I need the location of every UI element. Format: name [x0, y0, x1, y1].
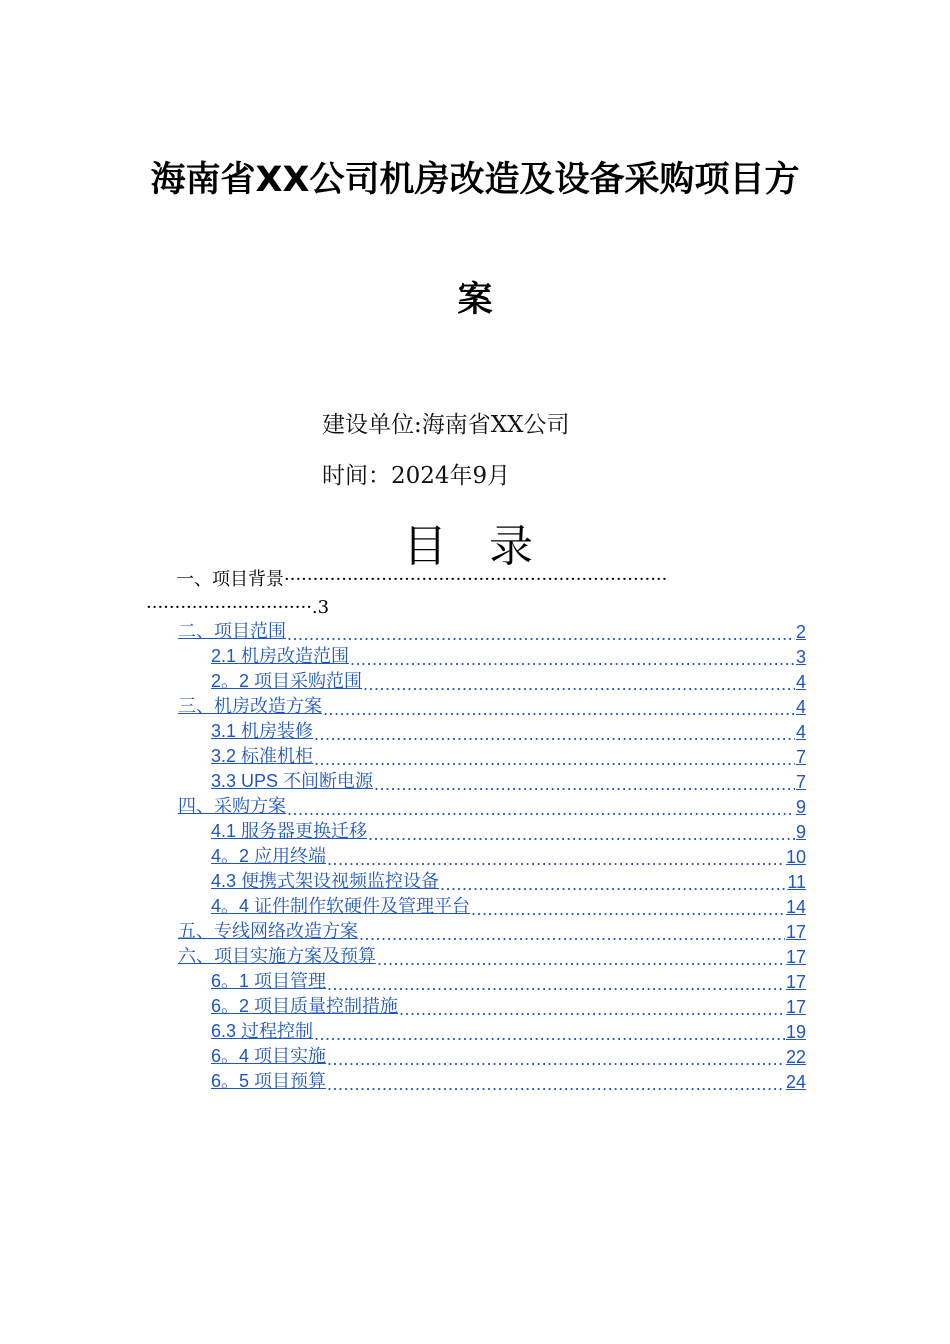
toc-entry[interactable] [178, 1018, 806, 1043]
toc-entry[interactable] [178, 1068, 806, 1093]
toc-dot-leader [327, 1073, 785, 1093]
toc-entry-label: 4.1 服务器更换迁移 [211, 821, 368, 841]
toc-entry[interactable] [178, 968, 806, 993]
toc-dot-leader [287, 623, 795, 643]
toc-heading: 目 录 [403, 521, 547, 572]
toc-page-number: 2 [795, 622, 806, 642]
toc-dot-leader [363, 673, 795, 693]
toc-page-number: 22 [785, 1047, 806, 1067]
toc-dot-leader [327, 973, 785, 993]
toc-dot-leader [314, 1023, 785, 1043]
toc-dot-leader [327, 1048, 785, 1068]
toc-entry[interactable] [178, 993, 806, 1018]
toc-entry-label: 2。2 项目采购范围 [211, 671, 363, 691]
toc-list [178, 618, 806, 1093]
toc-entry-label: 6。5 项目预算 [211, 1071, 327, 1091]
toc-page-number: 7 [795, 772, 806, 792]
toc-page-number: 17 [785, 972, 806, 992]
toc-entry-label: 六、项目实施方案及预算 [178, 946, 376, 966]
toc-dot-leader [440, 873, 786, 893]
toc-entry[interactable] [178, 718, 806, 743]
toc-page-number: 3 [795, 647, 806, 667]
toc-entry-label: 6。1 项目管理 [211, 971, 327, 991]
toc-entry-label: 五、专线网络改造方案 [178, 921, 358, 941]
toc-entry-label: 3.3 UPS 不间断电源 [211, 771, 374, 791]
toc-page-number: 9 [795, 822, 806, 842]
document-title-line2: 案 [457, 280, 493, 320]
toc-entry[interactable] [178, 818, 806, 843]
toc-dot-leader: ··································································· [284, 569, 668, 590]
toc-entry[interactable] [178, 743, 806, 768]
toc-entry[interactable] [178, 893, 806, 918]
toc-entry-project-background [146, 566, 806, 622]
toc-dot-leader [327, 848, 785, 868]
toc-dot-leader [314, 748, 795, 768]
toc-entry[interactable] [178, 668, 806, 693]
toc-page-number: 17 [785, 947, 806, 967]
toc-entry-label: 4。2 应用终端 [211, 846, 327, 866]
toc-page-number: 17 [785, 922, 806, 942]
toc-page-number: 14 [785, 897, 806, 917]
toc-entry-label: 三、机房改造方案 [178, 696, 322, 716]
toc-entry[interactable] [178, 793, 806, 818]
toc-page-number: 10 [785, 847, 806, 867]
toc-entry-label: 2.1 机房改造范围 [211, 646, 350, 666]
toc-dot-leader [350, 648, 795, 668]
toc-entry-label: 一、项目背景 [176, 569, 284, 590]
toc-entry-label: 6.3 过程控制 [211, 1021, 314, 1041]
toc-entry-label: 4。4 证件制作软硬件及管理平台 [211, 896, 471, 916]
toc-page-number: 19 [785, 1022, 806, 1042]
toc-dot-leader [374, 773, 795, 793]
toc-page-number: 4 [795, 672, 806, 692]
toc-page-number: 11 [787, 872, 806, 892]
toc-dot-leader [471, 898, 785, 918]
toc-page-number: 17 [785, 997, 806, 1017]
toc-entry[interactable] [178, 693, 806, 718]
toc-dot-leader [368, 823, 795, 843]
toc-entry-label: 6。2 项目质量控制措施 [211, 996, 399, 1016]
toc-entry[interactable] [178, 768, 806, 793]
toc-entry-label: 二、项目范围 [178, 621, 286, 641]
toc-entry[interactable] [178, 868, 806, 893]
document-title-line1: 海南省XX公司机房改造及设备采购项目方 [150, 160, 800, 200]
toc-dot-leader [377, 948, 785, 968]
toc-dot-leader [399, 998, 785, 1018]
toc-dot-leader-page: ·····························.3 [146, 597, 330, 618]
toc-page-number: 9 [795, 797, 806, 817]
document-date: 时间：2024年9月 [322, 463, 511, 489]
toc-entry[interactable] [178, 1043, 806, 1068]
toc-dot-leader [359, 923, 785, 943]
builder-unit: 建设单位:海南省XX公司 [322, 412, 570, 438]
toc-entry-label: 3.2 标准机柜 [211, 746, 314, 766]
toc-entry-label: 6。4 项目实施 [211, 1046, 327, 1066]
toc-entry[interactable] [178, 943, 806, 968]
toc-entry-label: 4.3 便携式架设视频监控设备 [211, 871, 440, 891]
toc-entry[interactable] [178, 643, 806, 668]
toc-dot-leader [287, 798, 795, 818]
toc-entry[interactable] [178, 843, 806, 868]
toc-dot-leader [314, 723, 795, 743]
toc-page-number: 4 [795, 697, 806, 717]
toc-page-number: 7 [795, 747, 806, 767]
toc-page-number: 4 [795, 722, 806, 742]
toc-entry-label: 3.1 机房装修 [211, 721, 314, 741]
toc-dot-leader [323, 698, 795, 718]
toc-entry[interactable] [178, 918, 806, 943]
toc-page-number: 24 [785, 1072, 806, 1092]
toc-entry-label: 四、采购方案 [178, 796, 286, 816]
toc-entry[interactable] [178, 618, 806, 643]
